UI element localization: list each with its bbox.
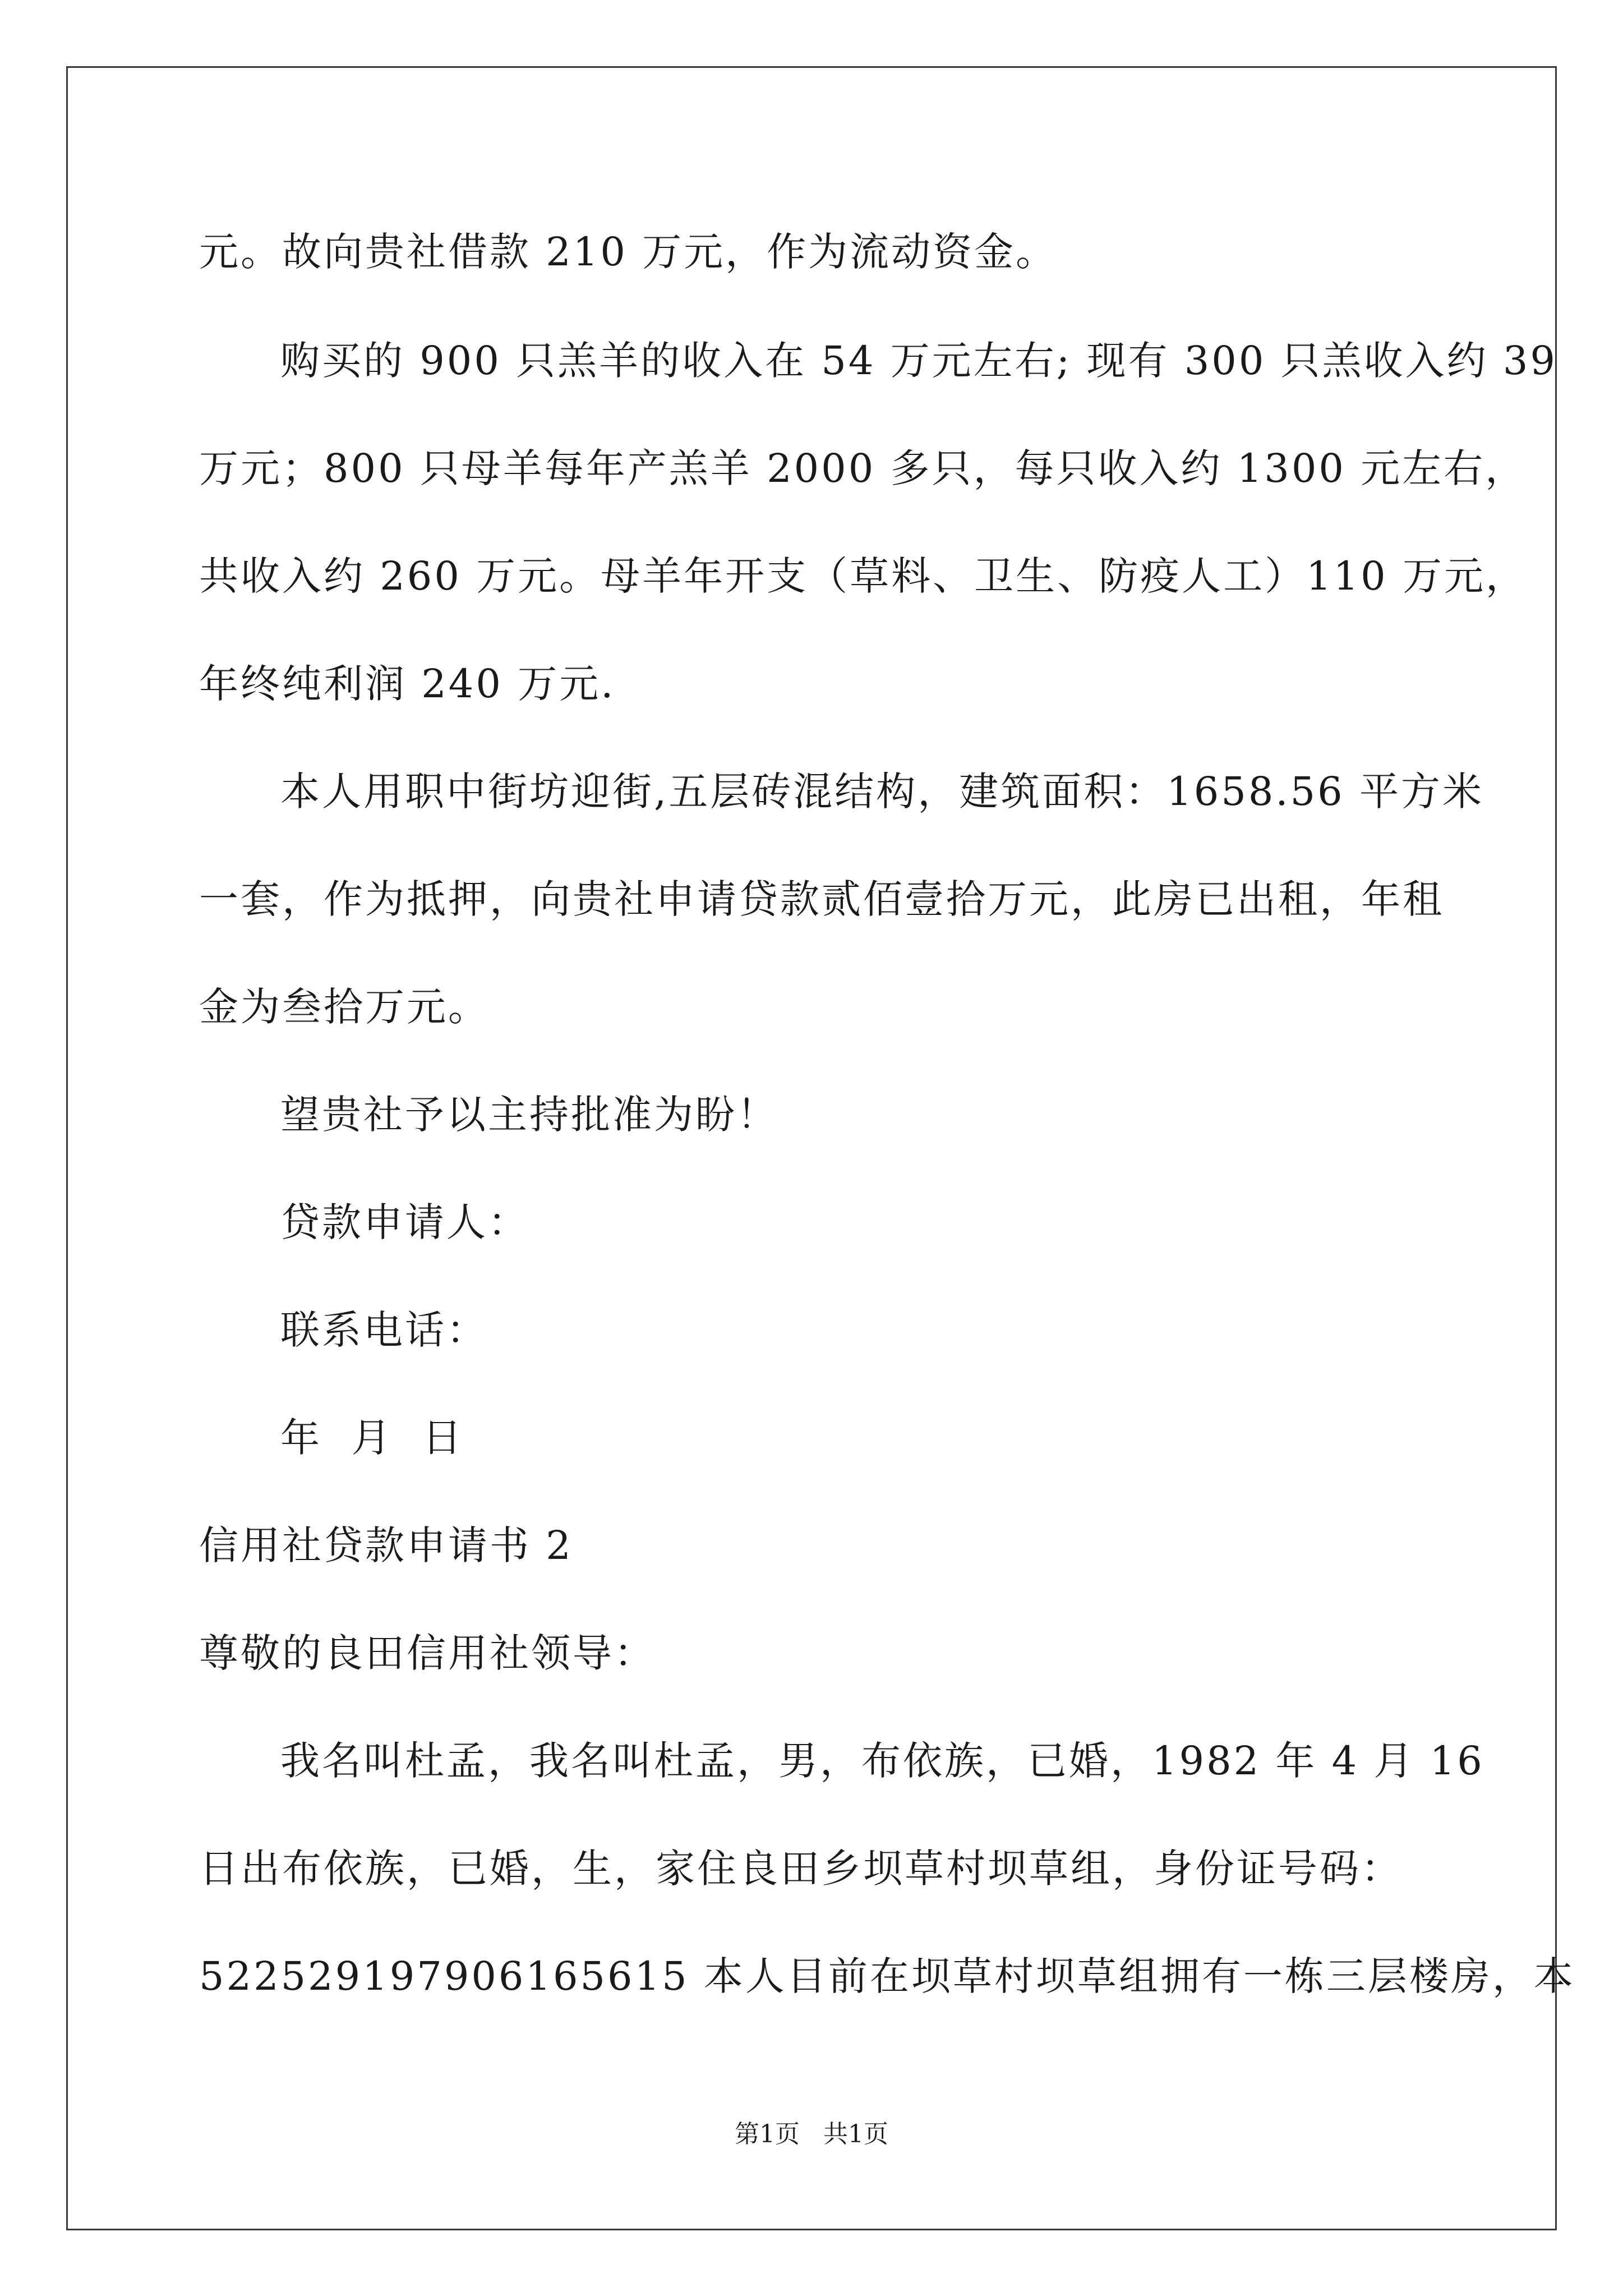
text-line: 联系电话： <box>280 1307 488 1353</box>
text-line: 元。故向贵社借款 210 万元，作为流动资金。 <box>199 229 1058 275</box>
text-line: 一套，作为抵押，向贵社申请贷款贰佰壹拾万元，此房已出租，年租 <box>199 876 1444 922</box>
date-line: 年 月 日 <box>280 1415 464 1461</box>
text-line: 金为叁拾万元。 <box>199 984 490 1030</box>
text-line: 购买的 900 只羔羊的收入在 54 万元左右; 现有 300 只羔收入约 39 <box>280 338 1557 384</box>
page-number-footer: 第1页 共1页 <box>735 2120 888 2148</box>
text-line: 共收入约 260 万元。母羊年开支（草料、卫生、防疫人工）110 万元， <box>199 553 1527 599</box>
text-line: 望贵社予以主持批准为盼！ <box>280 1092 778 1138</box>
text-line: 522529197906165615 本人目前在坝草村坝草组拥有一栋三层楼房，本 <box>199 1953 1575 1999</box>
salutation: 尊敬的良田信用社领导： <box>199 1630 656 1676</box>
text-line: 我名叫杜孟，我名叫杜孟，男，布依族，已婚，1982 年 4 月 16 <box>280 1738 1484 1784</box>
text-line: 万元；800 只母羊每年产羔羊 2000 多只，每只收入约 1300 元左右， <box>199 445 1527 491</box>
text-line: 本人用职中街坊迎街,五层砖混结构，建筑面积：1658.56 平方米 <box>280 769 1484 815</box>
text-line: 年终纯利润 240 万元. <box>199 661 616 707</box>
section-title: 信用社贷款申请书 2 <box>199 1522 573 1568</box>
page-border <box>66 66 1557 2230</box>
text-line: 日出布依族，已婚，生，家住良田乡坝草村坝草组，身份证号码： <box>199 1846 1403 1892</box>
text-line: 贷款申请人： <box>280 1199 529 1245</box>
